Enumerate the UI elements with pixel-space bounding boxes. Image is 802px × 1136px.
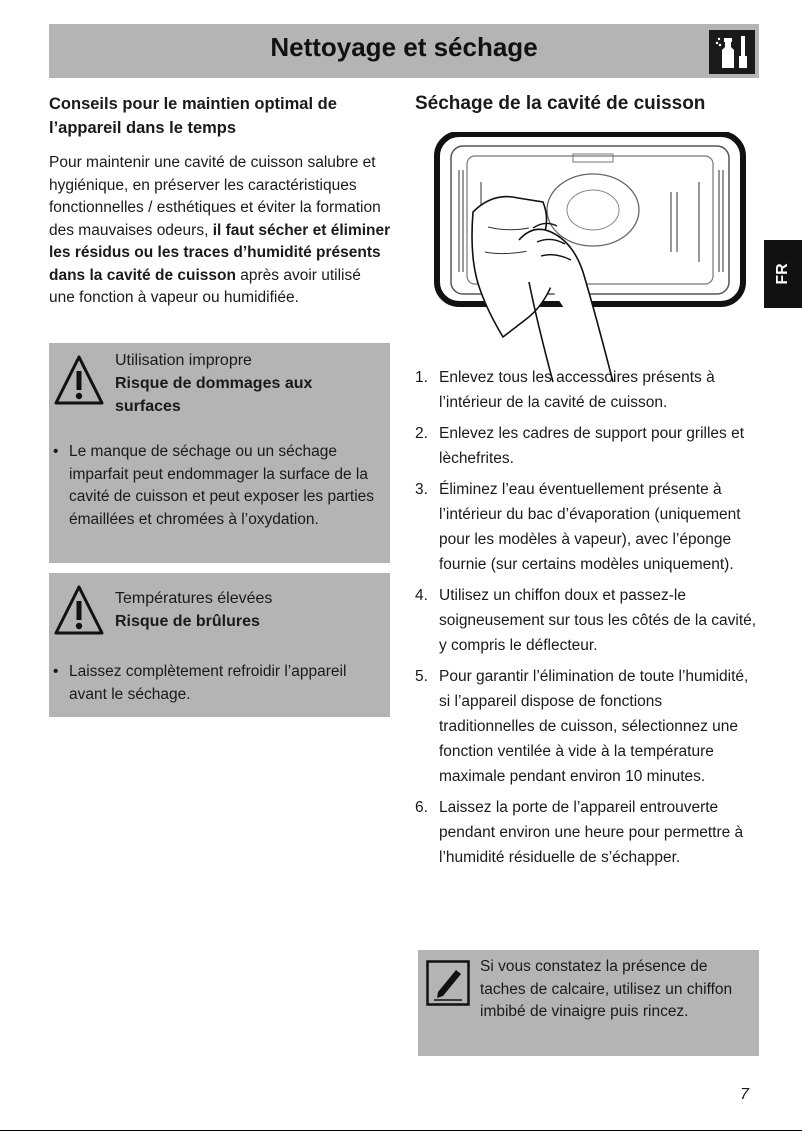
- list-item: 2. Enlevez les cadres de support pour grilles et lèchefrites.: [415, 425, 744, 467]
- left-subheading-line2: l’appareil dans le temps: [49, 119, 237, 137]
- header-bar: [49, 24, 759, 78]
- section-title: Séchage de la cavité de cuisson: [415, 93, 706, 114]
- warning-title: [115, 587, 380, 633]
- note-box: [418, 950, 759, 1056]
- note-text: Si vous constatez la présence de taches de calcaire, utilisez un chiffon imbibé de vinaigre puis rincez.: [480, 958, 733, 1020]
- warning-bullet-text: Laissez complètement refroidir l’appareil avant le séchage.: [69, 663, 347, 703]
- list-item: 3. Éliminez l’eau éventuellement présente à l’intérieur du bac d’évaporation (uniquement pour les modèles à vapeur), avec l’éponge fournie (sur certains modèles uniquement).: [415, 481, 741, 573]
- warning-triangle-icon: [53, 353, 105, 409]
- cleaning-tools-icon: [709, 30, 755, 74]
- intro-tail: après avoir utilisé une fonction à vapeur ou humidifiée.: [49, 266, 361, 306]
- left-column: [49, 92, 391, 310]
- left-subheading-line1: Conseils pour le maintien optimal de: [49, 95, 337, 113]
- warning-triangle-icon: [53, 583, 105, 639]
- intro-plain: Pour maintenir une cavité de cuisson salubre et hygiénique, en préserver les caractéristiques fonctionnelles / esthétiques et éviter la formation des mauvaises odeurs,: [49, 154, 381, 239]
- list-item: 4. Utilisez un chiffon doux et passez-le soigneusement sur tous les côtés de la cavité, y compris le déflecteur.: [415, 587, 757, 654]
- pencil-note-icon: [426, 960, 470, 1006]
- warning-box-improper-use: [49, 343, 390, 563]
- warning-heading: Températures élevées: [115, 590, 273, 607]
- warning-title: [115, 349, 380, 418]
- warning-bullet: • Le manque de séchage ou un séchage imparfait peut endommager la surface de la cavité de cuisson et peut exposer les parties émaillées et chromées à l’oxydation.: [53, 443, 375, 528]
- list-item: 1. Enlevez tous les accessoires présents à l’intérieur de la cavité de cuisson.: [415, 369, 715, 411]
- list-item: 6. Laissez la porte de l’appareil entrouverte pendant environ une heure pour permettre à l’humidité résiduelle de s’échapper.: [415, 799, 744, 866]
- hand-wiping-oven-cavity-illustration: [433, 132, 749, 392]
- warning-risk: Risque de brûlures: [115, 613, 260, 630]
- list-item: 5. Pour garantir l’élimination de toute l’humidité, si l’appareil dispose de fonctions traditionnelles de cuisson, sélectionnez une fonction ventilée à vide à la température maximale pendant environ 10 minutes.: [415, 668, 749, 785]
- page-number: 7: [740, 1086, 749, 1103]
- warning-bullet: • Laissez complètement refroidir l’appareil avant le séchage.: [53, 663, 347, 703]
- warning-risk: Risque de dommages aux surfaces: [115, 375, 313, 415]
- warning-bullet-text: Le manque de séchage ou un séchage imparfait peut endommager la surface de la cavité de cuisson et peut exposer les parties émaillées et chromées à l’oxydation.: [69, 443, 375, 528]
- page-title: Nettoyage et séchage: [270, 32, 538, 62]
- warning-box-high-temperature: [49, 573, 390, 717]
- language-tab: [764, 240, 802, 308]
- intro-bold: il faut sécher et éliminer les résidus ou les traces d’humidité présents dans la cavité de cuisson: [49, 221, 391, 284]
- right-column: [415, 90, 760, 866]
- language-tab-label: FR: [774, 263, 791, 285]
- warning-heading: Utilisation impropre: [115, 352, 252, 369]
- intro-paragraph: [49, 152, 391, 310]
- drying-steps-list: [415, 365, 760, 876]
- left-subheading: [49, 92, 391, 140]
- bottom-divider: [0, 1130, 802, 1131]
